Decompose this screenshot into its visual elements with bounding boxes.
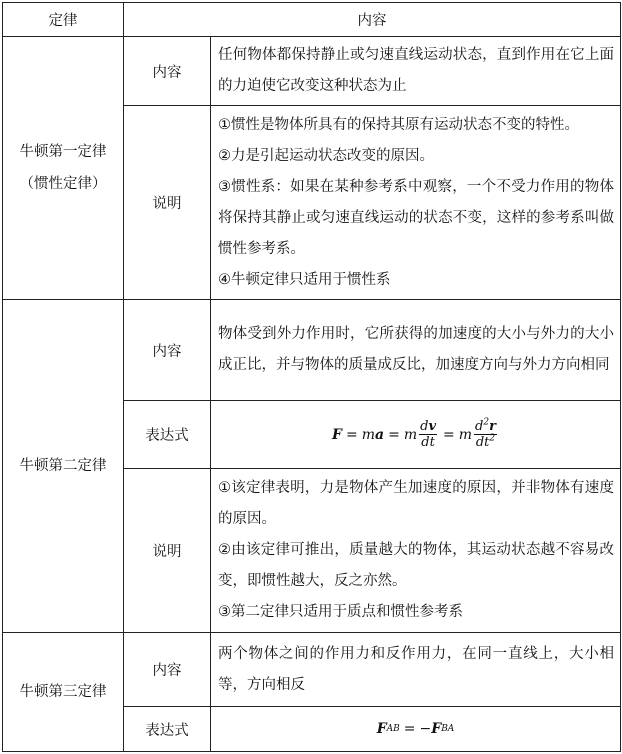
law2-name: 牛顿第二定律: [3, 300, 124, 633]
law1-note-3: ③惯性系：如果在某种参考系中观察，一个不受力作用的物体将保持其静止或匀速直线运动的状态不变，这样的参考系叫做惯性参考系。: [218, 178, 614, 257]
formula-a: a: [375, 426, 385, 443]
formula-minus: −: [419, 721, 432, 737]
law1-notes: [211, 106, 621, 300]
law3-content-label: 内容: [124, 633, 211, 707]
formula-eq: =: [443, 426, 455, 443]
formula-eq: =: [346, 426, 358, 443]
law2-note-2: ②由该定律可推出，质量越大的物体，其运动状态越不容易改变，即惯性越大，反之亦然。: [218, 542, 614, 589]
law2-note-1: ①该定律表明，力是物体产生加速度的原因，并非物体有速度的原因。: [218, 480, 614, 527]
law1-note-4: ④牛顿定律只适用于惯性系: [218, 271, 391, 288]
law1-name-line2: （惯性定律）: [19, 176, 107, 192]
formula-m: m: [361, 426, 376, 443]
formula-eq: =: [388, 426, 400, 443]
formula-d: d: [475, 419, 484, 434]
formula-eq: =: [403, 721, 416, 737]
law2-content-row: [3, 300, 621, 401]
law2-formula: [211, 401, 621, 469]
law2-notes: [211, 469, 621, 633]
formula-v: v: [428, 419, 436, 434]
law3-name: 牛顿第三定律: [3, 633, 124, 752]
formula-dt: dt: [475, 435, 490, 450]
law3-content-row: [3, 633, 621, 707]
header-row: [3, 3, 621, 37]
newton-laws-table: [2, 2, 621, 752]
formula-sup: 2: [489, 433, 496, 444]
formula-F: F: [431, 721, 442, 737]
formula-sup: 2: [483, 417, 490, 428]
law2-expr-label: 表达式: [124, 401, 211, 469]
formula-F: F: [376, 721, 387, 737]
law1-content-label: 内容: [124, 37, 211, 106]
formula-m: m: [458, 426, 473, 443]
law1-content-row: [3, 37, 621, 106]
law1-note-label: 说明: [124, 106, 211, 300]
law1-content-text: 任何物体都保持静止或匀速直线运动状态，直到作用在它上面的力迫使它改变这种状态为止: [211, 37, 621, 106]
header-content: 内容: [124, 3, 621, 37]
law1-name-line1: 牛顿第一定律: [19, 144, 107, 160]
fraction-d2r-dt2: [474, 419, 497, 450]
formula-r: r: [489, 419, 496, 434]
formula-dt: dt: [421, 435, 435, 450]
law1-name: [3, 37, 124, 300]
law3-formula: F AB = − F BA: [211, 707, 621, 752]
fraction-dv-dt: [419, 419, 437, 450]
law2-note-label: 说明: [124, 469, 211, 633]
law1-note-1: ①惯性是物体所具有的保持其原有运动状态不变的特性。: [218, 116, 579, 133]
law1-note-2: ②力是引起运动状态改变的原因。: [218, 147, 434, 164]
formula-m: m: [403, 426, 418, 443]
law2-content-text: 物体受到外力作用时，它所获得的加速度的大小与外力的大小成正比，并与物体的质量成反比，加速度方向与外力方向相同: [211, 300, 621, 401]
formula-d: d: [420, 419, 429, 434]
formula-F: F: [332, 426, 342, 443]
law3-expr-label: 表达式: [124, 707, 211, 752]
law2-note-3: ③第二定律只适用于质点和惯性参考系: [218, 604, 463, 620]
header-law: 定律: [3, 3, 124, 37]
law2-content-label: 内容: [124, 300, 211, 401]
law3-content-text: 两个物体之间的作用力和反作用力，在同一直线上，大小相等，方向相反: [211, 633, 621, 707]
